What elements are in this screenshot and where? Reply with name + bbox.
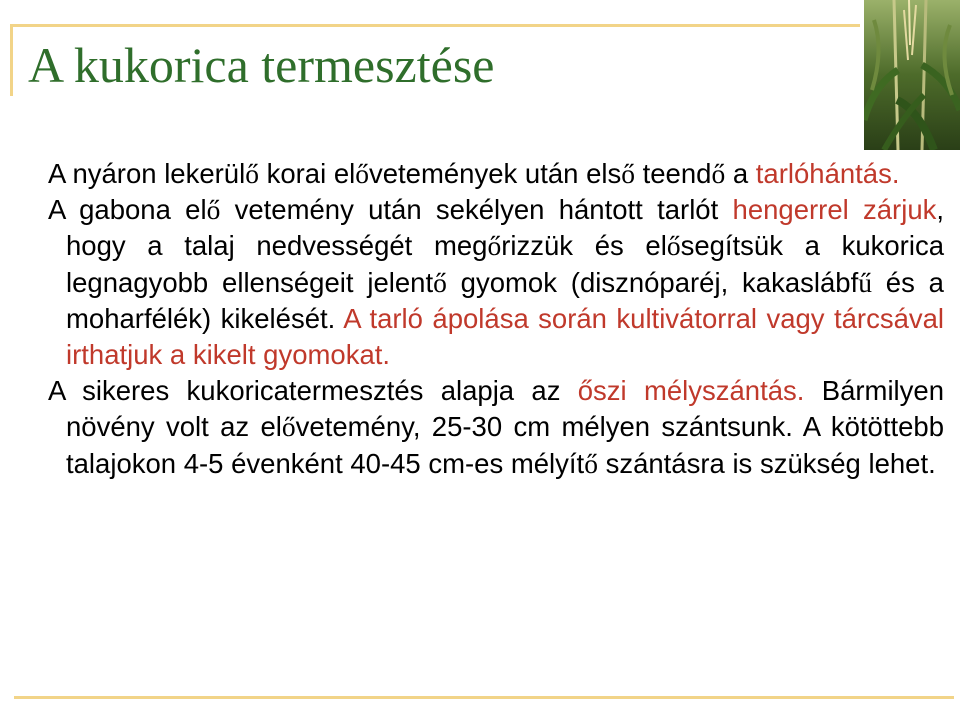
text-run: A gabona el <box>48 194 207 226</box>
highlight-text: tarlóhántás. <box>755 158 900 189</box>
text-run: ő <box>584 447 598 479</box>
text-run: korai el <box>258 158 356 189</box>
text-run: , hogy a talaj nedvességét meg <box>66 194 944 262</box>
frame-left-line <box>10 24 13 96</box>
text-run: a <box>725 158 756 189</box>
slide-title: A kukorica termesztése <box>28 37 495 93</box>
text-run: teend <box>634 158 712 189</box>
text-run: ű <box>858 266 872 298</box>
text-run: A nyáron lekerül <box>48 158 246 189</box>
text-run: ő <box>621 158 635 189</box>
text-run: ő <box>711 158 726 189</box>
text-run: szántásra is szükség lehet. <box>597 447 936 479</box>
text-run: ő <box>433 266 447 298</box>
text-run: és a moharfélék) kikelését. <box>66 266 944 334</box>
text-run: ő <box>355 158 369 189</box>
paragraph-1 <box>48 156 944 192</box>
text-run: segítsük a kukorica legnagyobb ellenségeit jelent <box>66 230 944 298</box>
text-run: gyomok (disznóparéj, kakaslábf <box>446 266 859 298</box>
text-run: ő <box>281 411 296 443</box>
highlight-text: hengerrel zárjuk <box>732 194 937 226</box>
text-run: rizzük és el <box>501 230 667 262</box>
frame-top-line <box>10 24 860 27</box>
paragraph-3 <box>48 373 944 482</box>
text-run: ő <box>245 158 259 189</box>
text-run: A sikeres kukoricatermesztés alapja az <box>48 375 578 407</box>
highlight-text: A tarló ápolása során kultivátorral vagy tárcsával irthatjuk a kikelt gyomokat. <box>66 302 945 371</box>
frame-bottom-line <box>14 696 954 699</box>
highlight-text: őszi mélyszántás. <box>577 375 805 407</box>
text-run: ő <box>666 230 681 262</box>
corn-plant-photo-icon <box>864 0 960 150</box>
text-run: vetemény, 25-30 cm mélyen szántsunk. A kötöttebb talajokon 4-5 évenként 40-45 cm-es mélyít <box>66 411 944 479</box>
text-run: ő <box>206 194 221 226</box>
text-run: vetemények után els <box>369 158 622 189</box>
paragraph-2 <box>48 192 944 373</box>
text-run: ő <box>487 230 502 262</box>
text-run: vetemény után sekélyen hántott tarlót <box>220 194 733 226</box>
text-run: Bármilyen növény volt az el <box>66 375 944 443</box>
body-text <box>48 156 944 482</box>
